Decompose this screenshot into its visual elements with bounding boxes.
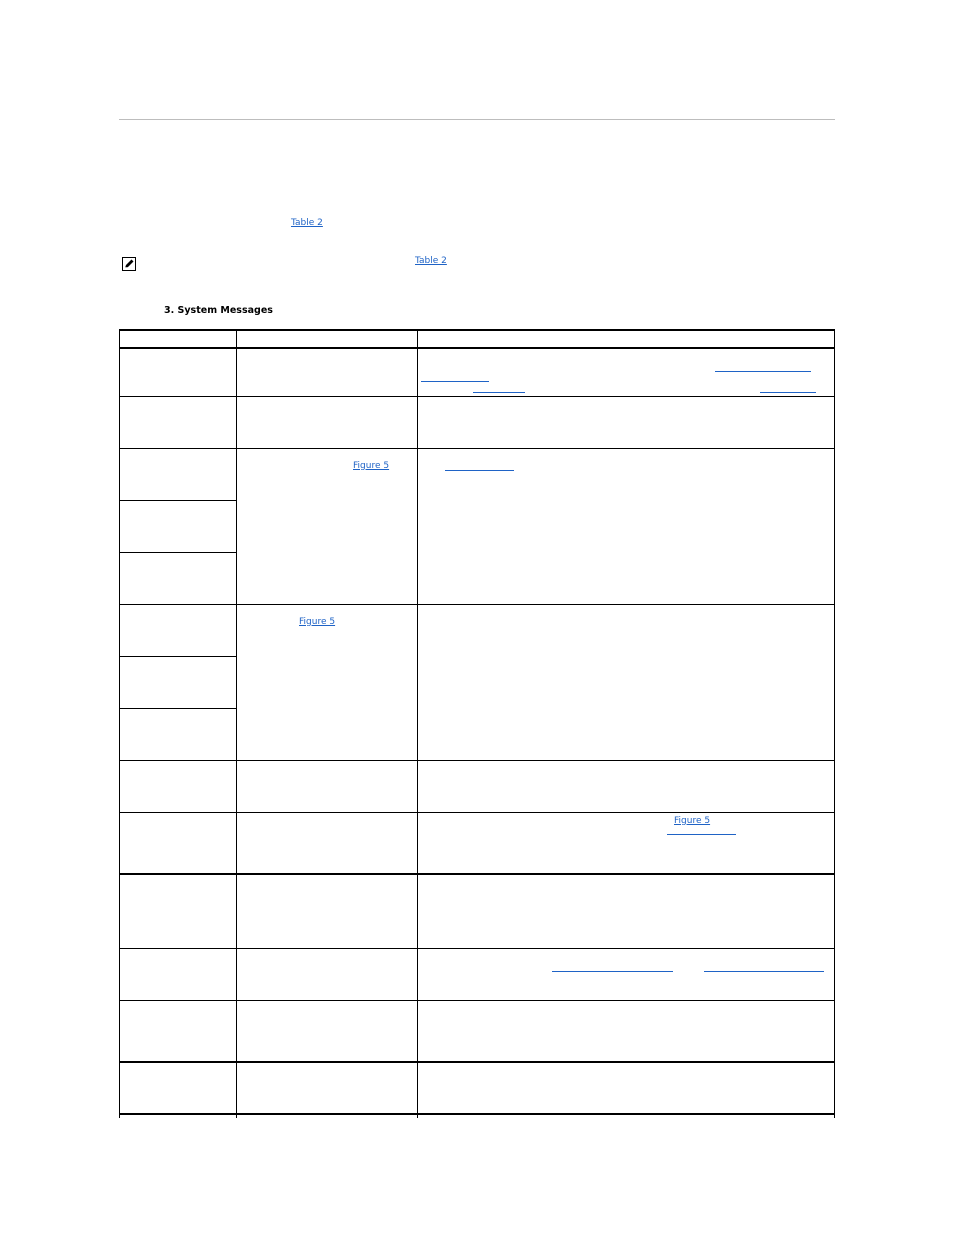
cross-ref-link-6[interactable] bbox=[667, 834, 736, 835]
table-row bbox=[120, 1114, 835, 1118]
table-cell bbox=[120, 1000, 237, 1062]
figure-5-link-c[interactable]: Figure 5 bbox=[674, 815, 711, 826]
table-cell bbox=[418, 1062, 835, 1114]
table-cell bbox=[237, 874, 418, 948]
cross-ref-link-3[interactable] bbox=[473, 392, 525, 393]
table-row bbox=[120, 1062, 835, 1114]
note-pencil-icon bbox=[122, 257, 136, 271]
table-row bbox=[120, 874, 835, 948]
table-cell bbox=[120, 874, 237, 948]
table-cell bbox=[418, 396, 835, 448]
header-cell-action bbox=[418, 330, 835, 348]
table-row bbox=[120, 1000, 835, 1062]
table-cell bbox=[418, 760, 835, 812]
table-row bbox=[120, 604, 835, 656]
table-cell bbox=[120, 348, 237, 396]
cross-ref-link-5[interactable] bbox=[445, 470, 514, 471]
cross-ref-link-7[interactable] bbox=[552, 971, 673, 972]
table-2-link-intro[interactable]: Table 2 bbox=[291, 218, 323, 228]
table-row bbox=[120, 348, 835, 396]
table-cell bbox=[120, 812, 237, 874]
table-cell bbox=[418, 948, 835, 1000]
table-cell bbox=[120, 760, 237, 812]
figure-5-link-a[interactable]: Figure 5 bbox=[353, 460, 390, 471]
header-cell-cause bbox=[237, 330, 418, 348]
table-caption: 3. System Messages bbox=[164, 305, 273, 316]
table-cell bbox=[418, 348, 835, 396]
table-cell bbox=[120, 948, 237, 1000]
table-row bbox=[120, 812, 835, 874]
table-cell bbox=[418, 604, 835, 760]
table-cell bbox=[237, 396, 418, 448]
table-cell bbox=[418, 1000, 835, 1062]
table-row bbox=[120, 948, 835, 1000]
table-cell bbox=[418, 448, 835, 604]
table-2-link-note[interactable]: Table 2 bbox=[415, 256, 447, 266]
table-cell bbox=[120, 396, 237, 448]
table-row bbox=[120, 760, 835, 812]
table-cell bbox=[120, 708, 237, 760]
cross-ref-link-1[interactable] bbox=[715, 371, 811, 372]
table-cell bbox=[237, 812, 418, 874]
table-cell bbox=[237, 448, 418, 604]
cross-ref-link-8[interactable] bbox=[704, 971, 824, 972]
table-cell bbox=[120, 656, 237, 708]
table-cell bbox=[120, 448, 237, 500]
table-cell bbox=[237, 760, 418, 812]
table-cell bbox=[237, 948, 418, 1000]
table-cell bbox=[418, 812, 835, 874]
table-cell bbox=[237, 1062, 418, 1114]
table-cell bbox=[237, 604, 418, 760]
system-messages-table bbox=[119, 329, 835, 1118]
cross-ref-link-2[interactable] bbox=[421, 381, 489, 382]
table-cell bbox=[120, 1062, 237, 1114]
table-cell bbox=[120, 552, 237, 604]
table-header-row bbox=[120, 330, 835, 348]
table-cell bbox=[418, 1114, 835, 1118]
table-cell bbox=[120, 500, 237, 552]
table-cell bbox=[418, 874, 835, 948]
table-cell bbox=[237, 348, 418, 396]
table-cell bbox=[120, 604, 237, 656]
cross-ref-link-4[interactable] bbox=[760, 392, 816, 393]
header-rule bbox=[119, 119, 835, 120]
table-row bbox=[120, 396, 835, 448]
table-row bbox=[120, 448, 835, 500]
table-cell bbox=[120, 1114, 237, 1118]
figure-5-link-b[interactable]: Figure 5 bbox=[299, 616, 336, 627]
table-cell bbox=[237, 1000, 418, 1062]
header-cell-message bbox=[120, 330, 237, 348]
table-cell bbox=[237, 1114, 418, 1118]
